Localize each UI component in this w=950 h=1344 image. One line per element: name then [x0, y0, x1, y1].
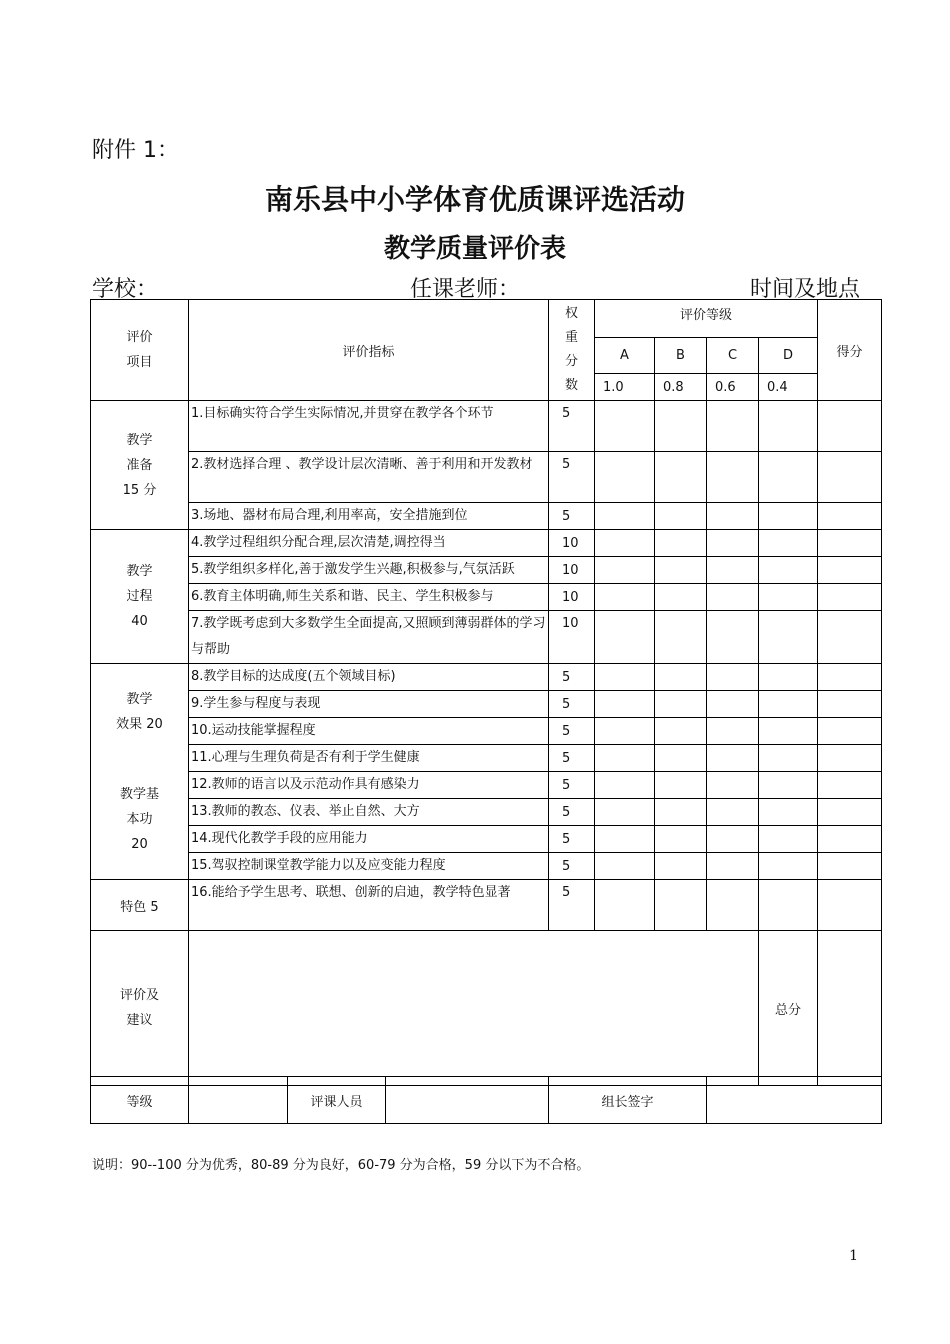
weight-cell: 10 [549, 530, 595, 557]
group-process-line2: 过程 [126, 589, 153, 604]
page-subtitle: 教学质量评价表 [383, 234, 566, 264]
group-effect-skill [91, 664, 189, 880]
indicator-row: 16.能给予学生思考、联想、创新的启迪，教学特色显著 [189, 880, 549, 931]
weight-cell: 5 [549, 880, 595, 931]
grade-a: A [595, 338, 655, 374]
indicator-row: 4.教学过程组织分配合理,层次清楚,调控得当 [189, 530, 549, 557]
header-weight-4: 数 [564, 378, 578, 393]
grade-c: C [707, 338, 759, 374]
indicator-row: 5.教学组织多样化,善于激发学生兴趣,积极参与,气氛活跃 [189, 557, 549, 584]
weight-cell: 10 [549, 611, 595, 664]
weight-cell: 5 [549, 452, 595, 503]
school-label: 学校： [92, 277, 159, 302]
page-number: 1 [849, 1248, 858, 1264]
group-prep-line1: 教学 [126, 432, 153, 448]
teacher-label: 任课老师： [410, 277, 521, 302]
group-feature: 特色 5 [91, 880, 189, 931]
weight-cell: 5 [549, 799, 595, 826]
header-score: 得分 [818, 300, 882, 401]
weight-cell: 5 [549, 718, 595, 745]
indicator-row: 2.教材选择合理 、教学设计层次清晰、善于利用和开发教材 [189, 452, 549, 503]
footer-reviewer-value[interactable] [386, 1077, 549, 1124]
header-item-line2: 项目 [126, 355, 153, 370]
header-weight-1: 权 [564, 306, 578, 321]
group-effect-line2: 效果 20 [116, 716, 163, 732]
indicator-row: 8.教学目标的达成度(五个领域目标) [189, 664, 549, 691]
group-process [91, 530, 189, 664]
indicator-row: 7.教学既考虑到大多数学生全面提高,又照顾到薄弱群体的学习与帮助 [189, 611, 549, 664]
weight-cell: 5 [549, 401, 595, 452]
signature-table [90, 1076, 882, 1124]
grade-c-value: 0.6 [707, 374, 759, 401]
weight-cell: 5 [549, 691, 595, 718]
weight-cell: 10 [549, 557, 595, 584]
group-prep-line3: 15 分 [122, 482, 157, 498]
indicator-row: 12.教师的语言以及示范动作具有感染力 [189, 772, 549, 799]
group-process-line3: 40 [131, 614, 148, 629]
group-prep [91, 401, 189, 530]
grade-b: B [655, 338, 707, 374]
indicator-row: 1.目标确实符合学生实际情况,并贯穿在教学各个环节 [189, 401, 549, 452]
indicator-row: 13.教师的教态、仪表、举止自然、大方 [189, 799, 549, 826]
weight-cell: 5 [549, 664, 595, 691]
evaluation-table [90, 299, 882, 1086]
header-item-cell [91, 300, 189, 401]
time-place-label: 时间及地点 [749, 277, 860, 302]
grade-b-value: 0.8 [655, 374, 707, 401]
header-item-line1: 评价 [126, 330, 153, 345]
header-indicator: 评价指标 [189, 300, 549, 401]
grade-d: D [759, 338, 818, 374]
indicator-row: 3.场地、器材布局合理,利用率高，安全措施到位 [189, 503, 549, 530]
explanation-note: 说明：90--100 分为优秀，80-89 分为良好，60-79 分为合格，59 分以下为不合格。 [92, 1158, 590, 1173]
footer-leader-label: 组长签字 [549, 1077, 707, 1124]
comments-line2: 建议 [126, 1013, 153, 1028]
grade-d-value: 0.4 [759, 374, 818, 401]
indicator-row: 10.运动技能掌握程度 [189, 718, 549, 745]
header-weight-cell [549, 300, 595, 401]
weight-cell: 10 [549, 584, 595, 611]
group-prep-line2: 准备 [126, 457, 153, 473]
weight-cell: 5 [549, 503, 595, 530]
comments-line1: 评价及 [119, 988, 159, 1003]
attachment-label: 附件 1： [92, 138, 179, 163]
footer-reviewer-label: 评课人员 [288, 1077, 386, 1124]
group-effect-line1: 教学 [126, 691, 153, 707]
footer-grade-value[interactable] [189, 1077, 288, 1124]
footer-leader-value[interactable] [707, 1077, 882, 1124]
weight-cell: 5 [549, 745, 595, 772]
total-label: 总分 [759, 931, 818, 1086]
comments-label [91, 931, 189, 1086]
group-process-line1: 教学 [126, 564, 153, 579]
group-skill-line3: 20 [131, 836, 148, 852]
weight-cell: 5 [549, 853, 595, 880]
weight-cell: 5 [549, 772, 595, 799]
comments-area[interactable] [189, 931, 759, 1086]
header-weight-3: 分 [564, 354, 578, 369]
header-grade-title: 评价等级 [595, 300, 818, 338]
grade-a-value: 1.0 [595, 374, 655, 401]
indicator-row: 15.驾驭控制课堂教学能力以及应变能力程度 [189, 853, 549, 880]
weight-cell: 5 [549, 826, 595, 853]
group-spacer [91, 737, 188, 782]
indicator-row: 6.教育主体明确,师生关系和谐、民主、学生积极参与 [189, 584, 549, 611]
total-value-cell[interactable] [818, 931, 882, 1086]
page-title: 南乐县中小学体育优质课评选活动 [264, 183, 685, 216]
indicator-row: 14.现代化教学手段的应用能力 [189, 826, 549, 853]
indicator-row: 9.学生参与程度与表现 [189, 691, 549, 718]
group-skill-line1: 教学基 [119, 786, 159, 802]
indicator-row: 11.心理与生理负荷是否有利于学生健康 [189, 745, 549, 772]
group-skill-line2: 本功 [126, 811, 153, 827]
header-weight-2: 重 [564, 330, 578, 345]
footer-grade-label: 等级 [91, 1077, 189, 1124]
